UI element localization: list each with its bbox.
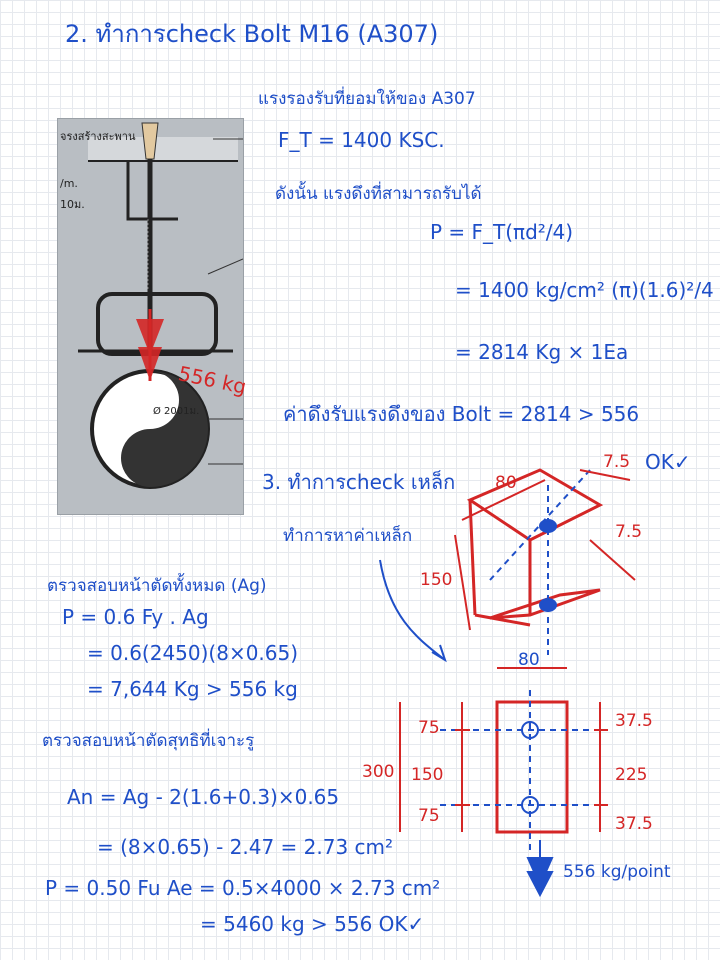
iso-dim-top: 80 — [495, 473, 517, 493]
bolt-p-substitution: = 1400 kg/cm² (π)(1.6)²/4 — [455, 278, 714, 302]
bolt-tensile-note: ดังนั้น แรงดึงที่สามารถรับได้ — [275, 184, 482, 204]
heading-plate-check: 3. ทำการcheck เหล็ก — [262, 470, 456, 494]
net-section-line2: = (8×0.65) - 2.47 = 2.73 cm² — [97, 835, 394, 859]
photo-label-pipe: Ø 2001ม. — [153, 406, 200, 417]
plate-dim-left-mid: 150 — [411, 765, 444, 785]
bolt-conclusion: ค่าดึงรับแรงดึงของ Bolt = 2814 > 556 — [283, 402, 640, 426]
heading-bolt-check: 2. ทำการcheck Bolt M16 (A307) — [65, 20, 439, 48]
photo-label-m: /m. — [60, 177, 78, 190]
plate-dim-left-bot: 75 — [418, 806, 440, 826]
iso-dim-right-mid: 7.5 — [615, 522, 643, 542]
net-section-line1: An = Ag - 2(1.6+0.3)×0.65 — [67, 785, 340, 809]
net-section-title: ตรวจสอบหน้าตัดสุทธิที่เจาะรู — [42, 731, 255, 751]
photo-load-label: 556 kg — [176, 361, 249, 399]
bolt-p-formula: P = F_T(πd²/4) — [430, 220, 574, 244]
final-line2: = 5460 kg > 556 OK✓ — [200, 912, 425, 936]
iso-dim-left: 150 — [420, 570, 453, 590]
iso-dim-right-top: 7.5 — [603, 452, 631, 472]
gross-section-title: ตรวจสอบหน้าตัดทั้งหมด (Ag) — [47, 576, 267, 596]
bolt-ok: OK✓ — [645, 450, 691, 474]
plate-load-label: 556 kg/point — [563, 862, 671, 882]
bolt-ft-value: F_T = 1400 KSC. — [278, 128, 445, 152]
plate-dim-total: 300 — [362, 762, 395, 782]
plate-dim-left-top: 75 — [418, 718, 440, 738]
gross-section-line2: = 0.6(2450)(8×0.65) — [87, 641, 299, 665]
iso-angle — [470, 470, 600, 625]
iso-centerlines — [380, 470, 590, 660]
plate-subheading: ทำการหาค่าเหล็ก — [283, 526, 413, 546]
plate-dim-right-mid: 225 — [615, 765, 648, 785]
plate-dim-width: 80 — [518, 650, 540, 670]
bolt-p-result: = 2814 Kg × 1Ea — [455, 340, 629, 364]
final-line1: P = 0.50 Fu Ae = 0.5×4000 × 2.73 cm² — [45, 876, 441, 900]
bolt-allowable-note: แรงรองรับที่ยอมให้ของ A307 — [258, 89, 476, 109]
plate-dim-right-bot: 37.5 — [615, 814, 653, 834]
plate-dim-right-top: 37.5 — [615, 711, 653, 731]
gross-section-line3: = 7,644 Kg > 556 kg — [87, 677, 298, 701]
photo-label-10: 10ม. — [60, 198, 85, 211]
photo-label-top: จรงสร้างสะพาน — [60, 130, 136, 143]
gross-section-line1: P = 0.6 Fy . Ag — [62, 605, 209, 629]
